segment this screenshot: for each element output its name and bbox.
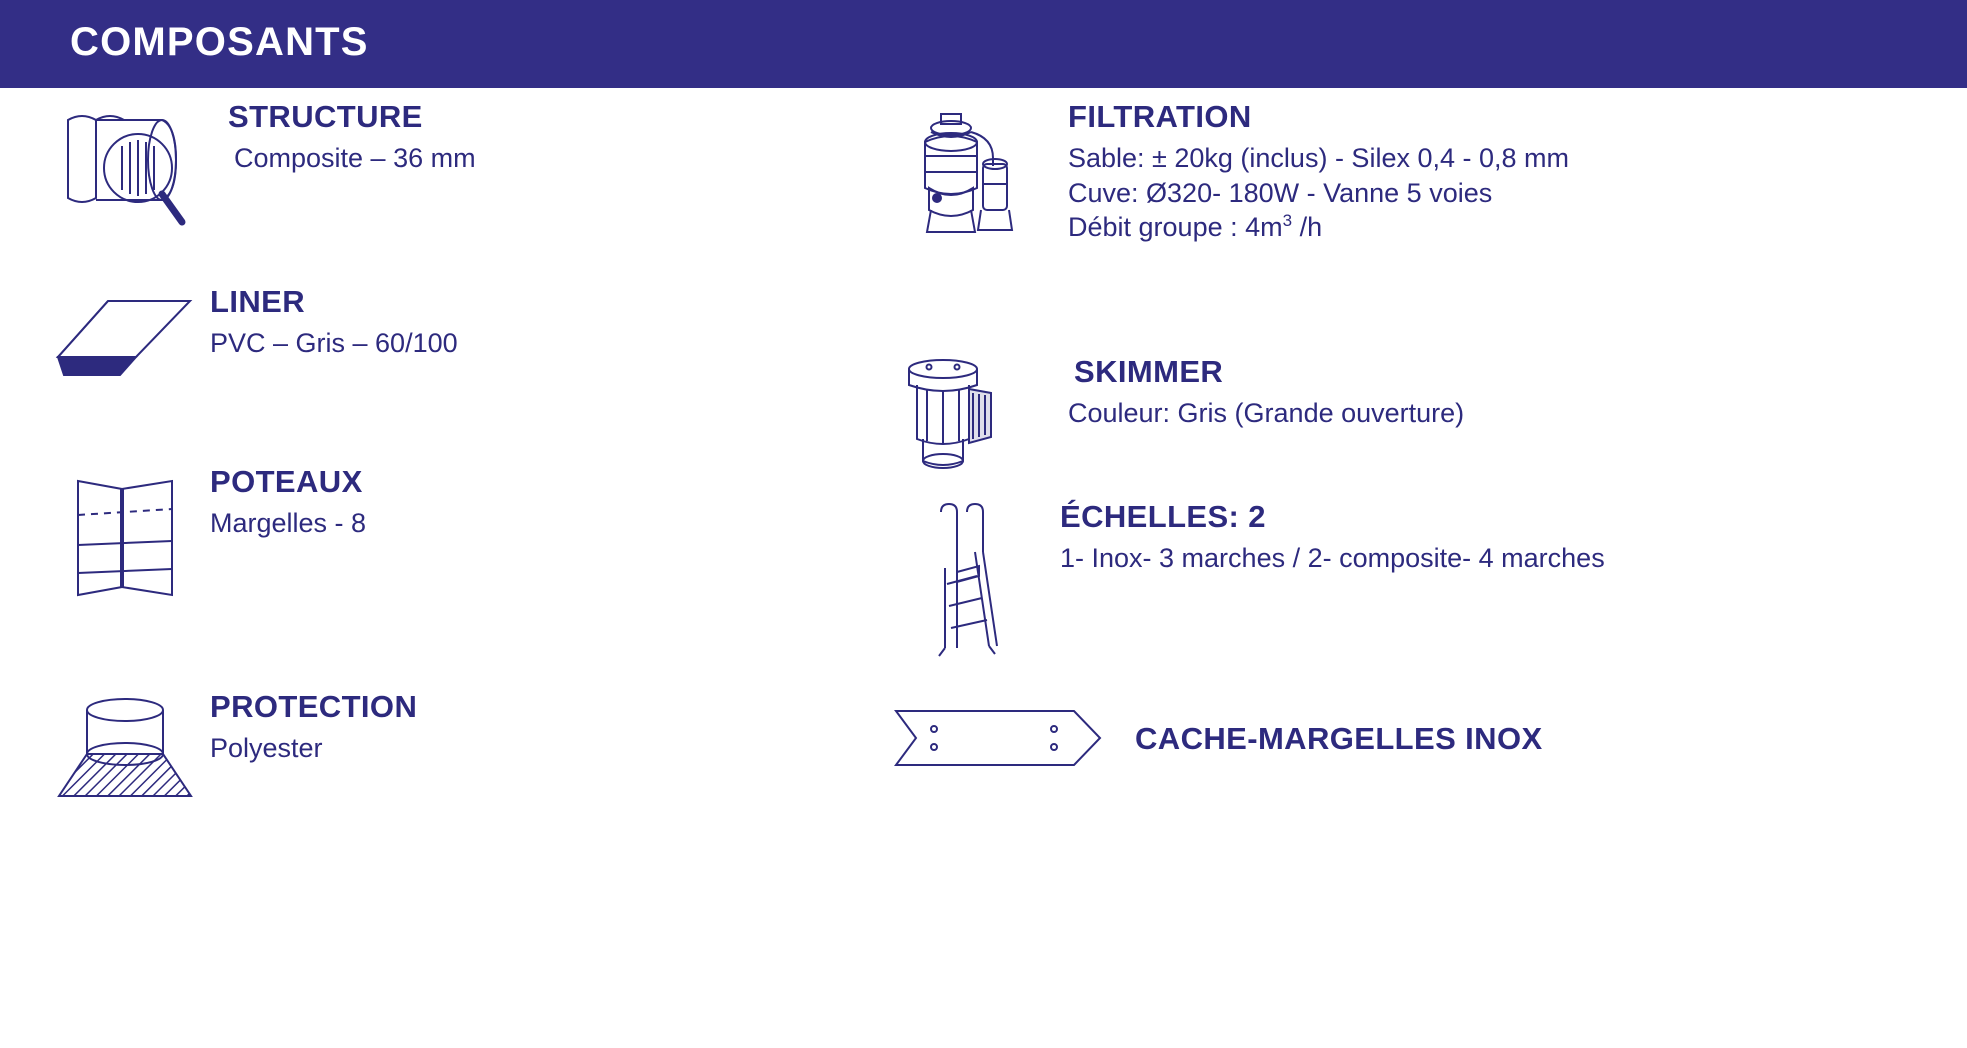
cache-title: CACHE-MARGELLES INOX	[1135, 720, 1543, 756]
filtration-line-2: Cuve: Ø320- 180W - Vanne 5 voies	[1068, 177, 1493, 208]
poteaux-sub	[210, 506, 366, 541]
echelles-title: ÉCHELLES: 2	[1060, 499, 1266, 534]
poteaux-title: POTEAUX	[210, 464, 363, 499]
structure-title: STRUCTURE	[228, 99, 423, 134]
liner-texts	[210, 283, 458, 361]
filtration-line-1: Sable: ± 20kg (inclus) - Silex 0,4 - 0,8 mm	[1068, 143, 1570, 174]
poteaux-texts	[210, 463, 366, 541]
structure-line-1: Composite – 36 mm	[234, 143, 476, 174]
liner-sub	[210, 326, 458, 361]
ladder-icon	[880, 498, 1050, 668]
liner-line-1: PVC – Gris – 60/100	[210, 328, 458, 359]
structure-sub	[234, 141, 476, 176]
component-structure	[40, 98, 476, 238]
structure-texts	[228, 98, 476, 176]
cache-texts	[1135, 720, 1543, 756]
echelles-sub	[1060, 541, 1605, 576]
sand-filter-pump-icon	[880, 98, 1050, 258]
page-title: COMPOSANTS	[70, 20, 369, 64]
component-echelles	[880, 498, 1605, 668]
pool-structure-magnifier-icon	[40, 98, 210, 238]
filtration-title: FILTRATION	[1068, 99, 1252, 134]
protection-cover-icon	[40, 688, 210, 808]
protection-line-1: Polyester	[210, 733, 323, 764]
component-liner	[40, 283, 458, 393]
skimmer-sub	[1068, 396, 1464, 431]
poteaux-line-1: Margelles - 8	[210, 508, 367, 539]
component-filtration	[880, 98, 1569, 258]
component-poteaux	[40, 463, 366, 603]
echelles-texts	[1060, 498, 1605, 576]
filtration-texts	[1068, 98, 1569, 245]
filtration-line-3: Débit groupe : $4m^3$ /h	[1068, 211, 1323, 243]
right-column	[880, 88, 1967, 1048]
liner-title: LINER	[210, 284, 305, 319]
component-cache-margelles	[880, 703, 1543, 773]
post-panel-icon	[40, 463, 210, 603]
filtration-sub	[1068, 141, 1569, 245]
component-skimmer	[880, 353, 1464, 483]
liner-sheet-icon	[40, 283, 210, 393]
skimmer-line-1: Couleur: Gris (Grande ouverture)	[1068, 398, 1465, 429]
protection-texts	[210, 688, 417, 766]
skimmer-title: SKIMMER	[1074, 354, 1224, 389]
protection-title: PROTECTION	[210, 689, 418, 724]
echelles-line-1: 1- Inox- 3 marches / 2- composite- 4 marches	[1060, 543, 1605, 574]
component-protection	[40, 688, 417, 808]
skimmer-icon	[880, 353, 1050, 483]
left-column	[0, 88, 900, 1048]
protection-sub	[210, 731, 417, 766]
skimmer-texts	[1068, 353, 1464, 431]
coping-cover-banner-icon	[880, 703, 1115, 773]
